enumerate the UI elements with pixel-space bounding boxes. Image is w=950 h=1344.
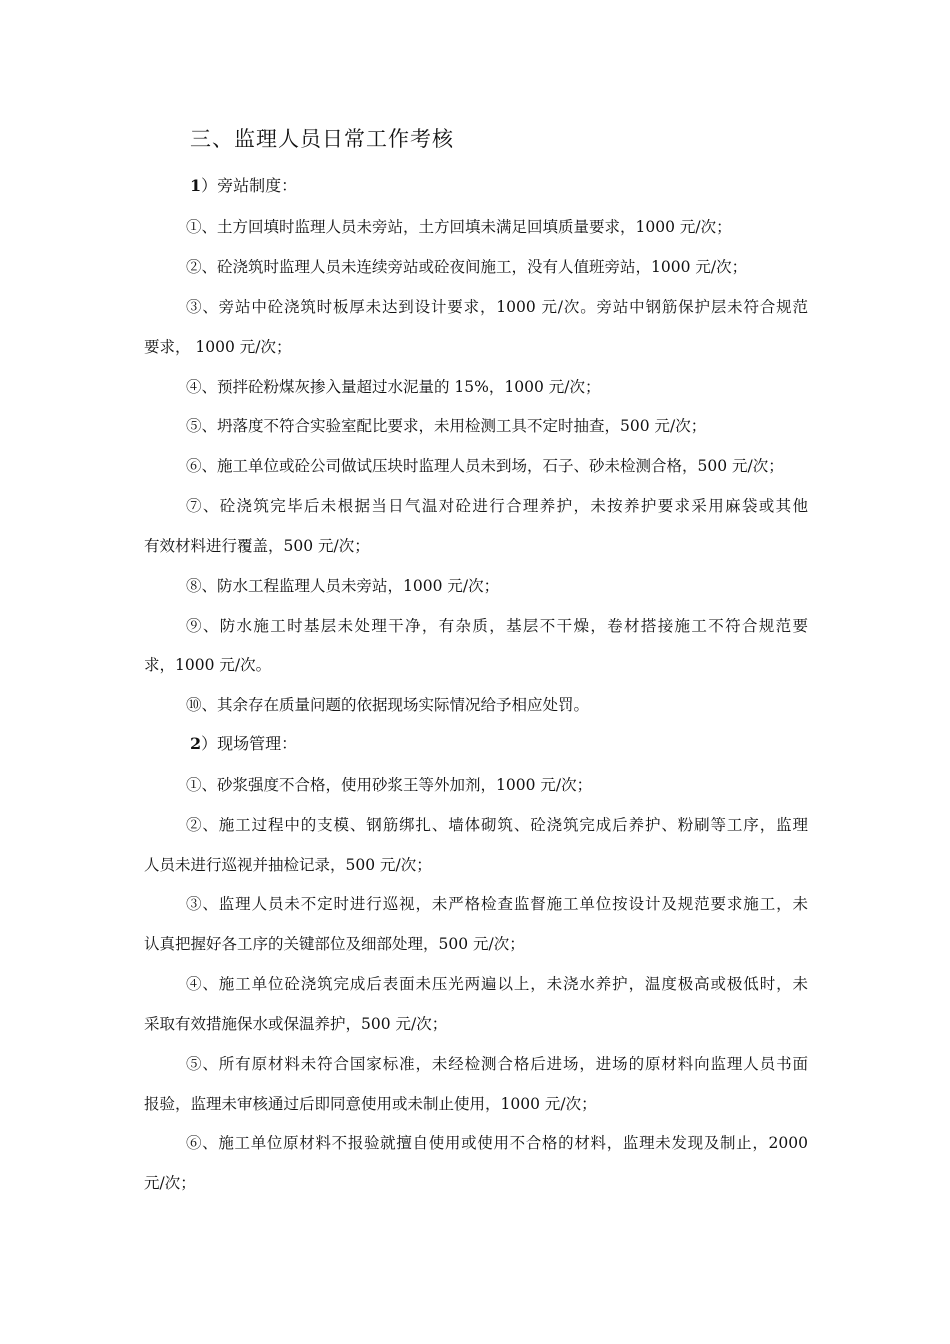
rule-item-continued: 人员未进行巡视并抽检记录，500 元/次； xyxy=(144,856,432,874)
rule-item: ③、监理人员未不定时进行巡视，未严格检查监督施工单位按设计及规范要求施工，未 xyxy=(186,895,808,913)
rule-item-continued: 求，1000 元/次。 xyxy=(144,656,272,674)
rule-item: ⑥、施工单位原材料不报验就擅自使用或使用不合格的材料，监理未发现及制止，2000 xyxy=(186,1134,808,1152)
rule-item: ①、砂浆强度不合格，使用砂浆王等外加剂，1000 元/次； xyxy=(186,776,593,794)
rule-item-continued: 认真把握好各工序的关键部位及细部处理，500 元/次； xyxy=(144,935,525,953)
rule-item: ④、预拌砼粉煤灰掺入量超过水泥量的 15%，1000 元/次； xyxy=(186,378,601,396)
rule-item: ③、旁站中砼浇筑时板厚未达到设计要求，1000 元/次。旁站中钢筋保护层未符合规范 xyxy=(186,298,808,316)
rule-item-continued: 采取有效措施保水或保温养护，500 元/次； xyxy=(144,1015,448,1033)
rule-item: ②、施工过程中的支模、钢筋绑扎、墙体砌筑、砼浇筑完成后养护、粉刷等工序，监理 xyxy=(186,816,808,834)
rule-item: ⑧、防水工程监理人员未旁站，1000 元/次； xyxy=(186,577,500,595)
rule-item: ②、砼浇筑时监理人员未连续旁站或砼夜间施工，没有人值班旁站，1000 元/次； xyxy=(186,258,748,276)
rule-item: ⑦、砼浇筑完毕后未根据当日气温对砼进行合理养护，未按养护要求采用麻袋或其他 xyxy=(186,497,808,515)
rule-item-continued: 有效材料进行覆盖，500 元/次； xyxy=(144,537,370,555)
subsection-number: 2 xyxy=(190,734,202,753)
subsection-title-1 xyxy=(190,174,297,198)
rule-item-continued: 报验，监理未审核通过后即同意使用或未制止使用，1000 元/次； xyxy=(144,1095,597,1113)
subsection-label: ）旁站制度： xyxy=(201,176,298,195)
rule-item: ⑥、施工单位或砼公司做试压块时监理人员未到场，石子、砂未检测合格，500 元/次； xyxy=(186,457,784,475)
rule-item: ⑨、防水施工时基层未处理干净，有杂质，基层不干燥，卷材搭接施工不符合规范要 xyxy=(186,617,808,635)
rule-item: ⑩、其余存在质量问题的依据现场实际情况给予相应处罚。 xyxy=(186,696,590,714)
subsection-label: ）现场管理： xyxy=(201,734,298,753)
rule-item: ⑤、坍落度不符合实验室配比要求，未用检测工具不定时抽查，500 元/次； xyxy=(186,417,707,435)
rule-item: ⑤、所有原材料未符合国家标准，未经检测合格后进场，进场的原材料向监理人员书面 xyxy=(186,1055,808,1073)
rule-item-continued: 要求， 1000 元/次； xyxy=(144,338,292,356)
subsection-title-2 xyxy=(190,732,297,756)
subsection-number: 1 xyxy=(190,176,202,195)
section-heading: 三、监理人员日常工作考核 xyxy=(190,127,454,151)
rule-item: ④、施工单位砼浇筑完成后表面未压光两遍以上，未浇水养护，温度极高或极低时，未 xyxy=(186,975,808,993)
rule-item-continued: 元/次； xyxy=(144,1174,196,1192)
rule-item: ①、土方回填时监理人员未旁站，土方回填未满足回填质量要求，1000 元/次； xyxy=(186,218,732,236)
